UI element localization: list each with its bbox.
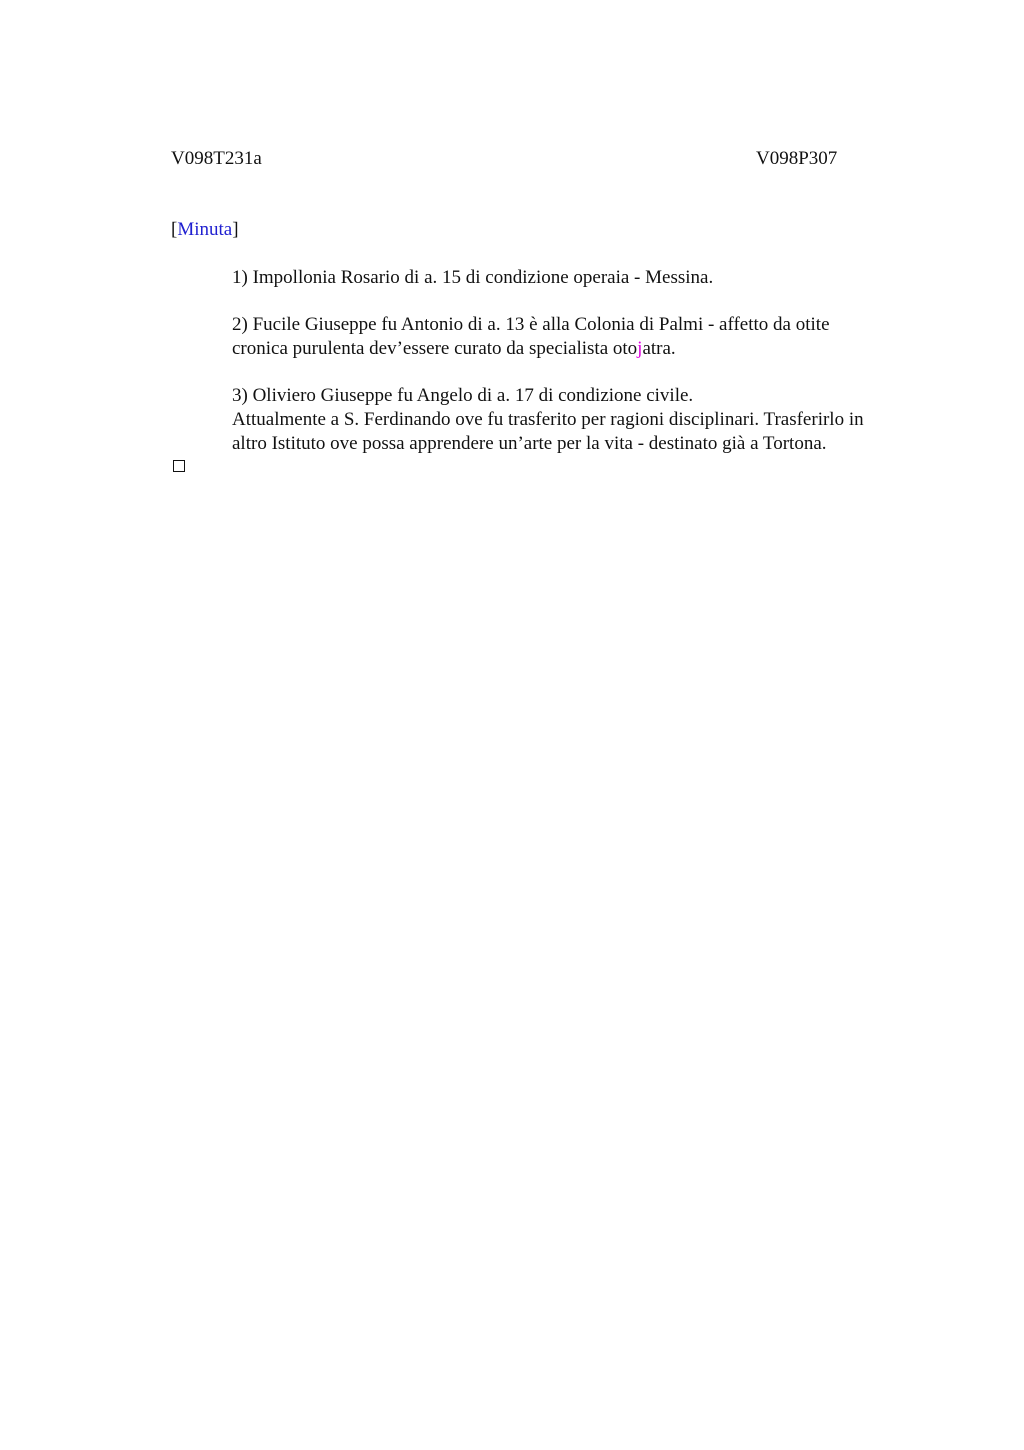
item-1	[232, 266, 713, 290]
item-3-line-2: Attualmente a S. Ferdinando ove fu trasferito per ragioni disciplinari. Trasferirlo in	[232, 409, 864, 430]
item-3	[232, 384, 864, 456]
item-3-line-3: altro Istituto ove possa apprendere un’arte per la vita - destinato già a Tortona.	[232, 433, 827, 454]
item-2-line-2-after: atra.	[642, 338, 676, 359]
item-2-line-2	[232, 337, 830, 361]
document-code-right: V098P307	[756, 148, 838, 169]
close-bracket: ]	[232, 219, 239, 240]
highlighted-letter: j	[637, 338, 643, 359]
open-bracket: [	[171, 219, 178, 240]
minuta-text: Minuta	[177, 219, 233, 240]
end-marker-box-icon	[173, 460, 185, 472]
minuta-label	[171, 218, 239, 242]
document-code-left: V098T231a	[171, 148, 262, 169]
item-3-line-1: 3) Oliviero Giuseppe fu Angelo di a. 17 di condizione civile.	[232, 385, 694, 406]
item-1-line-1: 1) Impollonia Rosario di a. 15 di condizione operaia - Messina.	[232, 267, 714, 288]
item-2-line-1: 2) Fucile Giuseppe fu Antonio di a. 13 è alla Colonia di Palmi - affetto da otite	[232, 314, 830, 335]
item-2	[232, 313, 830, 361]
item-2-line-2-before: cronica purulenta dev’essere curato da specialista oto	[232, 338, 638, 359]
